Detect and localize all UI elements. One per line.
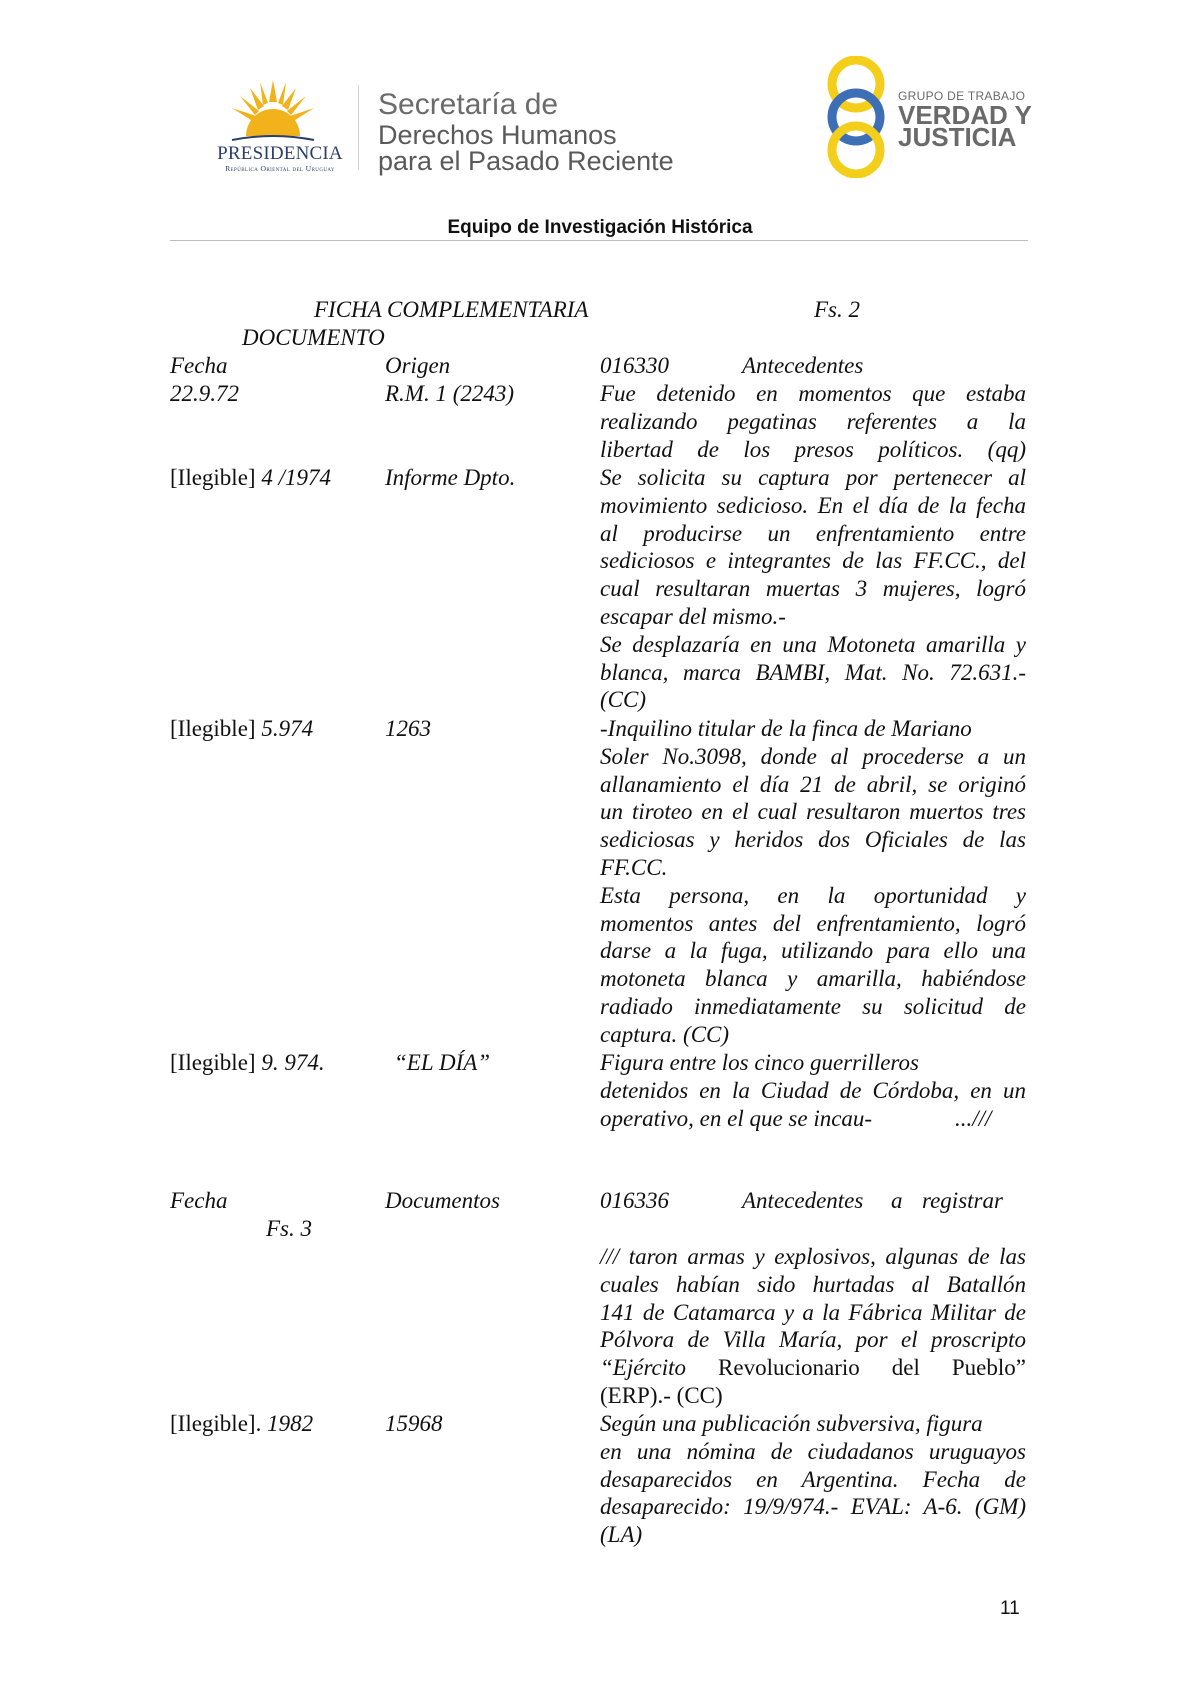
header-rule (170, 240, 1028, 241)
text-line: operativo, en el que se incau- (600, 1105, 873, 1131)
text-line: desaparecido: 19/9/974.- EVAL: A-6. (GM) (600, 1494, 1026, 1520)
text-line: Pólvora de Villa María, por el proscripto (600, 1327, 1026, 1353)
continuation-mark: .../// (955, 1106, 992, 1131)
row-3-origen: 1263 (385, 716, 431, 741)
col-header-origen: Origen (385, 353, 451, 378)
row-1-antecedentes (600, 380, 1026, 463)
text-line: detenidos en la Ciudad de Córdoba, en un (600, 1077, 1026, 1103)
text-line: un tiroteo en el cual resultaron muertos tres (600, 799, 1026, 825)
row-2-origen: Informe Dpto. (385, 465, 516, 490)
folio-2: Fs. 2 (814, 297, 860, 322)
col-header-fecha: Fecha (170, 353, 228, 378)
text-line: movimiento sedicioso. En el día de la fecha (600, 492, 1026, 518)
secretaria-line-2: Derechos Humanos (378, 120, 617, 150)
document-number: 016330 (600, 353, 669, 378)
text-line: momentos antes del enfrentamiento, logró (600, 910, 1026, 936)
illegible-marker: [Ilegible] (170, 716, 256, 741)
row-4-fecha (170, 1049, 325, 1077)
verdad-justicia-rings-icon (822, 56, 890, 178)
text-line: Se desplazaría en una Motoneta amarilla y (600, 631, 1026, 657)
secretaria-line-3: para el Pasado Reciente (378, 146, 674, 176)
illegible-marker: [Ilegible] (170, 1050, 256, 1075)
team-heading: Equipo de Investigación Histórica (447, 217, 753, 238)
date-value: 9. 974. (255, 1050, 325, 1075)
text-line: allanamiento el día 21 de abril, se originó (600, 771, 1026, 797)
gvj-logo-line-1: GRUPO DE TRABAJO (898, 89, 1026, 103)
col-header-a: a (891, 1188, 903, 1213)
ficha-title: FICHA COMPLEMENTARIA (314, 297, 589, 322)
text-line: Se solicita su captura por pertenecer al (600, 465, 1026, 490)
text-line: sediciosas y heridos dos Oficiales de las (600, 827, 1026, 853)
presidencia-logo-text: PRESIDENCIA (217, 143, 343, 164)
row-4-origen: “EL DÍA” (394, 1050, 491, 1075)
text-line: en una nómina de ciudadanos uruguayos (600, 1438, 1026, 1464)
col-header-documentos: Documentos (385, 1188, 500, 1213)
text-line: motoneta blanca y amarilla, habiéndose (600, 966, 1026, 992)
col-header-fecha-2: Fecha (170, 1188, 228, 1213)
sun-emblem-icon (228, 78, 318, 148)
col-header-antecedentes-2: Antecedentes (742, 1188, 864, 1213)
t2-row-2-origen: 15968 (385, 1411, 443, 1436)
upright-word: del (891, 1355, 920, 1381)
upright-word: “Ejército (600, 1355, 687, 1381)
documento-title: DOCUMENTO (242, 325, 385, 350)
text-line: realizando pegatinas referentes a la (600, 408, 1026, 434)
text-line: Esta persona, en la oportunidad y (600, 882, 1026, 908)
text-line: captura. (CC) (600, 1021, 730, 1047)
col-header-antecedentes: Antecedentes (742, 353, 864, 378)
text-line: darse a la fuga, utilizando para ello una (600, 938, 1026, 964)
text-line: blanca, marca BAMBI, Mat. No. 72.631.- (600, 659, 1026, 685)
text-line: -Inquilino titular de la finca de Mariano (600, 716, 972, 741)
text-line: al producirse un enfrentamiento entre (600, 520, 1026, 546)
text-line: (ERP).- (CC) (600, 1382, 723, 1408)
upright-word: Pueblo” (951, 1355, 1026, 1381)
date-value: 1982 (261, 1411, 314, 1436)
t2-row-2-antecedentes (600, 1410, 1026, 1549)
text-line: radiado inmediatamente su solicitud de (600, 993, 1026, 1019)
t2-row-1-antecedentes (600, 1243, 1026, 1410)
text-line: 141 de Catamarca y a la Fábrica Militar de (600, 1299, 1026, 1325)
secretaria-line-1: Secretaría de (378, 88, 559, 121)
row-3-antecedentes (600, 715, 1026, 1049)
text-line: cual resultaran muertas 3 mujeres, logró (600, 576, 1026, 602)
text-line: Figura entre los cinco guerrilleros (600, 1050, 919, 1075)
text-line (600, 1354, 1026, 1382)
folio-3: Fs. 3 (266, 1216, 312, 1241)
text-line: sediciosos e integrantes de las FF.CC., del (600, 548, 1026, 574)
logo-divider (358, 85, 359, 170)
text-line: FF.CC. (600, 854, 668, 880)
text-line: cuales habían sido hurtadas al Batallón (600, 1271, 1026, 1297)
row-2-fecha (170, 464, 331, 492)
row-3-fecha (170, 715, 313, 743)
text-line: libertad de los presos políticos. (qq) (600, 436, 1026, 462)
col-header-registrar: registrar (922, 1188, 1003, 1213)
text-line: Fue detenido en momentos que estaba (600, 381, 1026, 406)
row-2-antecedentes (600, 464, 1026, 714)
illegible-marker: [Ilegible]. (170, 1411, 262, 1436)
text-line: escapar del mismo.- (600, 603, 786, 629)
text-line: (LA) (600, 1522, 643, 1548)
row-1-fecha: 22.9.72 (170, 381, 239, 406)
text-line: /// taron armas y explosivos, algunas de las (600, 1244, 1026, 1269)
document-number-2: 016336 (600, 1188, 669, 1213)
text-line: Según una publicación subversiva, figura (600, 1411, 983, 1436)
date-value: 5.974 (255, 716, 314, 741)
date-value: 4 /1974 (255, 465, 331, 490)
gvj-logo-line-3: JUSTICIA (898, 122, 1017, 152)
text-line: desaparecidos en Argentina. Fecha de (600, 1466, 1026, 1492)
row-1-origen: R.M. 1 (2243) (385, 381, 515, 406)
text-line: Soler No.3098, donde al procederse a un (600, 743, 1026, 769)
t2-row-2-fecha (170, 1410, 313, 1438)
upright-word: Revolucionario (718, 1355, 860, 1381)
gvj-logo-line-2: VERDAD Y (898, 100, 1032, 130)
presidencia-logo-subtitle: República Oriental del Uruguay (225, 164, 335, 173)
text-line: (CC) (600, 687, 646, 713)
page-number: 11 (1000, 1598, 1020, 1619)
illegible-marker: [Ilegible] (170, 465, 256, 490)
